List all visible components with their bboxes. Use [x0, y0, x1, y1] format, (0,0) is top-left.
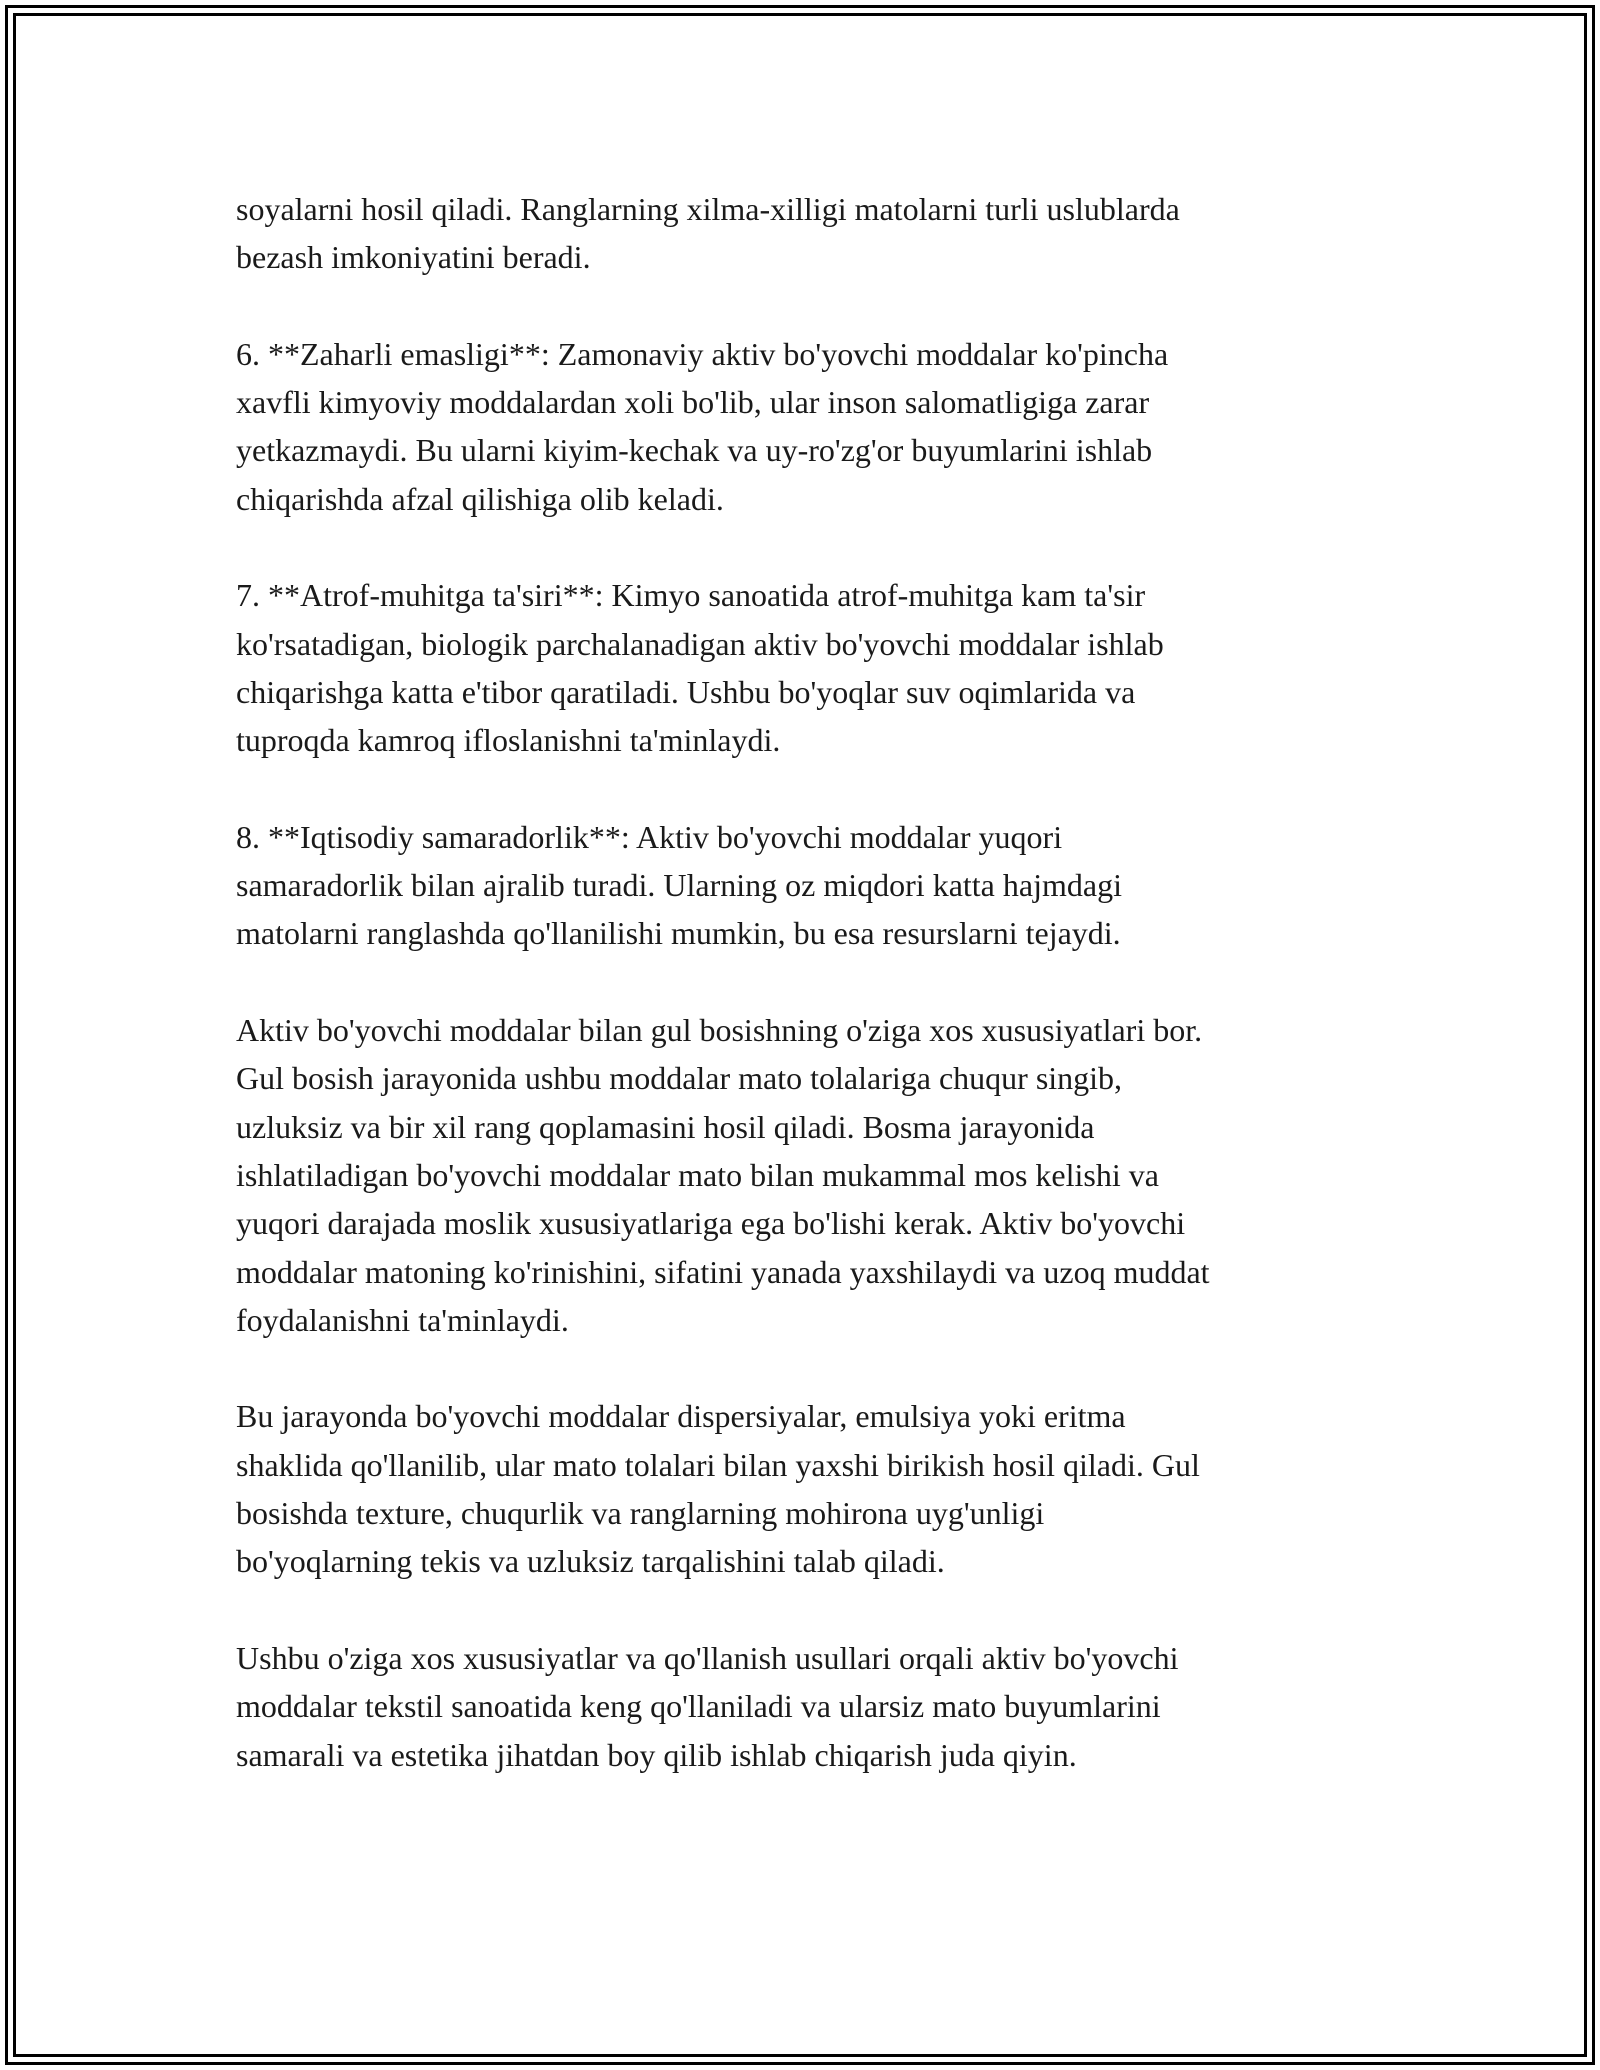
paragraph-application-forms: Bu jarayonda bo'yovchi moddalar dispersiyalar, emulsiya yoki eritma shaklida qo'llanilib, ular mato tolalari bilan yaxshi birikish hosil qiladi. Gul bosishda texture, chuqurlik va ranglarning mohirona uyg'unligi bo'yoqlarning tekis va uzluksiz tarqalishini talab qiladi.: [236, 1398, 1200, 1580]
paragraph-printing-properties: Aktiv bo'yovchi moddalar bilan gul bosishning o'ziga xos xususiyatlari bor. Gul bosish jarayonida ushbu moddalar mato tolalariga chuqur singib, uzluksiz va bir xil rang qoplamasini hosil qiladi. Bosma jarayonida ishlatiladigan bo'yovchi moddalar mato bilan mukammal mos kelishi va yuqori darajada moslik xususiyatlariga ega bo'lishi kerak. Aktiv bo'yovchi moddalar matoning ko'rinishini, sifatini yanada yaxshilaydi va uzoq muddat foydalanishni ta'minlaydi.: [236, 1012, 1210, 1338]
document-body: [236, 185, 1376, 1779]
paragraph-item-7: 7. **Atrof-muhitga ta'siri**: Kimyo sanoatida atrof-muhitga kam ta'sir ko'rsatadigan, biologik parchalanadigan aktiv bo'yovchi moddalar ishlab chiqarishga katta e'tibor qaratiladi. Ushbu bo'yoqlar suv oqimlarida va tuproqda kamroq ifloslanishni ta'minlaydi.: [236, 577, 1164, 759]
paragraph-item-8: 8. **Iqtisodiy samaradorlik**: Aktiv bo'yovchi moddalar yuqori samaradorlik bilan ajralib turadi. Ularning oz miqdori katta hajmdagi matolarni ranglashda qo'llanilishi mumkin, bu esa resurslarni tejaydi.: [236, 818, 1122, 952]
paragraph-item-6: 6. **Zaharli emasligi**: Zamonaviy aktiv bo'yovchi moddalar ko'pincha xavfli kimyoviy moddalardan xoli bo'lib, ular inson salomatligiga zarar yetkazmaydi. Bu ularni kiyim-kechak va uy-ro'zg'or buyumlarini ishlab chiqarishda afzal qilishiga olib keladi.: [236, 335, 1169, 517]
paragraph-continuation: soyalarni hosil qiladi. Ranglarning xilma-xilligi matolarni turli uslublarda bezash imkoniyatini beradi.: [236, 191, 1180, 276]
paragraph-conclusion: Ushbu o'ziga xos xususiyatlar va qo'llanish usullari orqali aktiv bo'yovchi moddalar tekstil sanoatida keng qo'llaniladi va ularsiz mato buyumlarini samarali va estetika jihatdan boy qilib ishlab chiqarish juda qiyin.: [236, 1639, 1179, 1773]
